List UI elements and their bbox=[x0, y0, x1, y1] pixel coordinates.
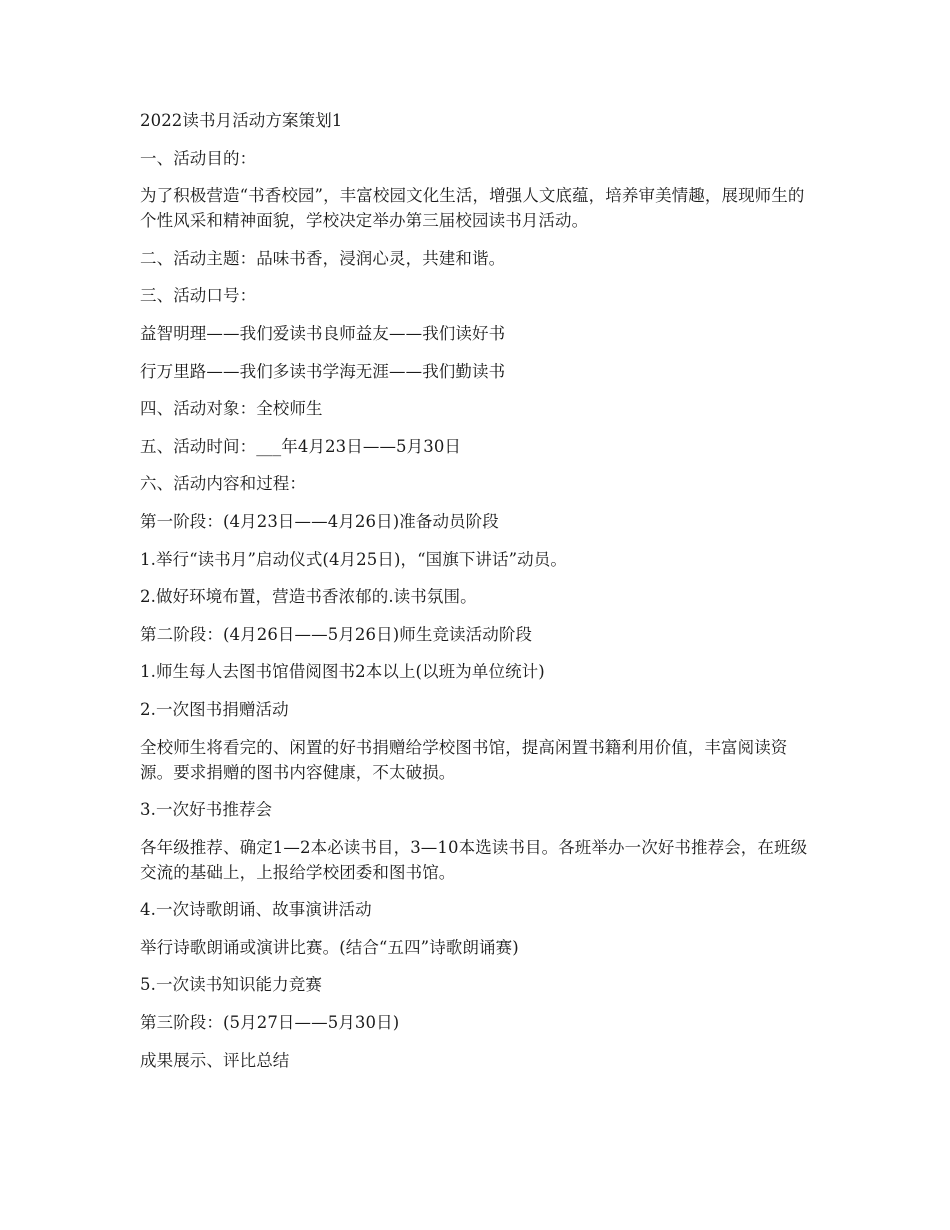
section-heading-slogan: 三、活动口号： bbox=[140, 286, 257, 306]
stage-one-item-2: 2.做好环境布置，营造书香浓郁的.读书氛围。 bbox=[140, 587, 477, 607]
stage-one-item-1: 1.举行“读书月”启动仪式(4月25日)，“国旗下讲话”动员。 bbox=[140, 549, 567, 569]
section-heading-audience: 四、活动对象：全校师生 bbox=[140, 399, 323, 419]
stage-three-detail: 成果展示、评比总结 bbox=[140, 1050, 290, 1070]
stage-two-item-4-detail: 举行诗歌朗诵或演讲比赛。(结合“五四”诗歌朗诵赛) bbox=[140, 937, 519, 957]
section-heading-theme: 二、活动主题：品味书香，浸润心灵，共建和谐。 bbox=[140, 248, 506, 268]
stage-two-heading: 第二阶段：(4月26日——5月26日)师生竞读活动阶段 bbox=[140, 624, 533, 644]
slogan-line-1: 益智明理——我们爱读书良师益友——我们读好书 bbox=[140, 323, 506, 343]
stage-two-item-2-detail: 全校师生将看完的、闲置的好书捐赠给学校图书馆，提高闲置书籍利用价值，丰富阅读资源。要求捐赠的图书内容健康，不太破损。 bbox=[140, 737, 788, 782]
stage-two-item-3: 3.一次好书推荐会 bbox=[140, 800, 273, 820]
stage-three-heading: 第三阶段：(5月27日——5月30日) bbox=[140, 1013, 400, 1033]
document-body bbox=[140, 108, 820, 1085]
stage-two-item-4: 4.一次诗歌朗诵、故事演讲活动 bbox=[140, 900, 372, 920]
section-heading-content: 六、活动内容和过程： bbox=[140, 474, 306, 494]
section-heading-time: 五、活动时间：___年4月23日——5月30日 bbox=[140, 436, 462, 456]
stage-two-item-5: 5.一次读书知识能力竞赛 bbox=[140, 975, 322, 995]
stage-two-item-1: 1.师生每人去图书馆借阅图书2本以上(以班为单位统计) bbox=[140, 662, 545, 682]
paragraph-purpose: 为了积极营造“书香校园”，丰富校园文化生活，增强人文底蕴，培养审美情趣，展现师生的个性风采和精神面貌，学校决定举办第三届校园读书月活动。 bbox=[140, 186, 805, 231]
slogan-line-2: 行万里路——我们多读书学海无涯——我们勤读书 bbox=[140, 361, 506, 381]
section-heading-purpose: 一、活动目的： bbox=[140, 148, 257, 168]
document-title: 2022读书月活动方案策划1 bbox=[140, 111, 343, 130]
stage-one-heading: 第一阶段：(4月23日——4月26日)准备动员阶段 bbox=[140, 511, 499, 531]
stage-two-item-3-detail: 各年级推荐、确定1—2本必读书目，3—10本选读书目。各班举办一次好书推荐会，在班级交流的基础上，上报给学校团委和图书馆。 bbox=[140, 837, 808, 882]
stage-two-item-2: 2.一次图书捐赠活动 bbox=[140, 699, 289, 719]
